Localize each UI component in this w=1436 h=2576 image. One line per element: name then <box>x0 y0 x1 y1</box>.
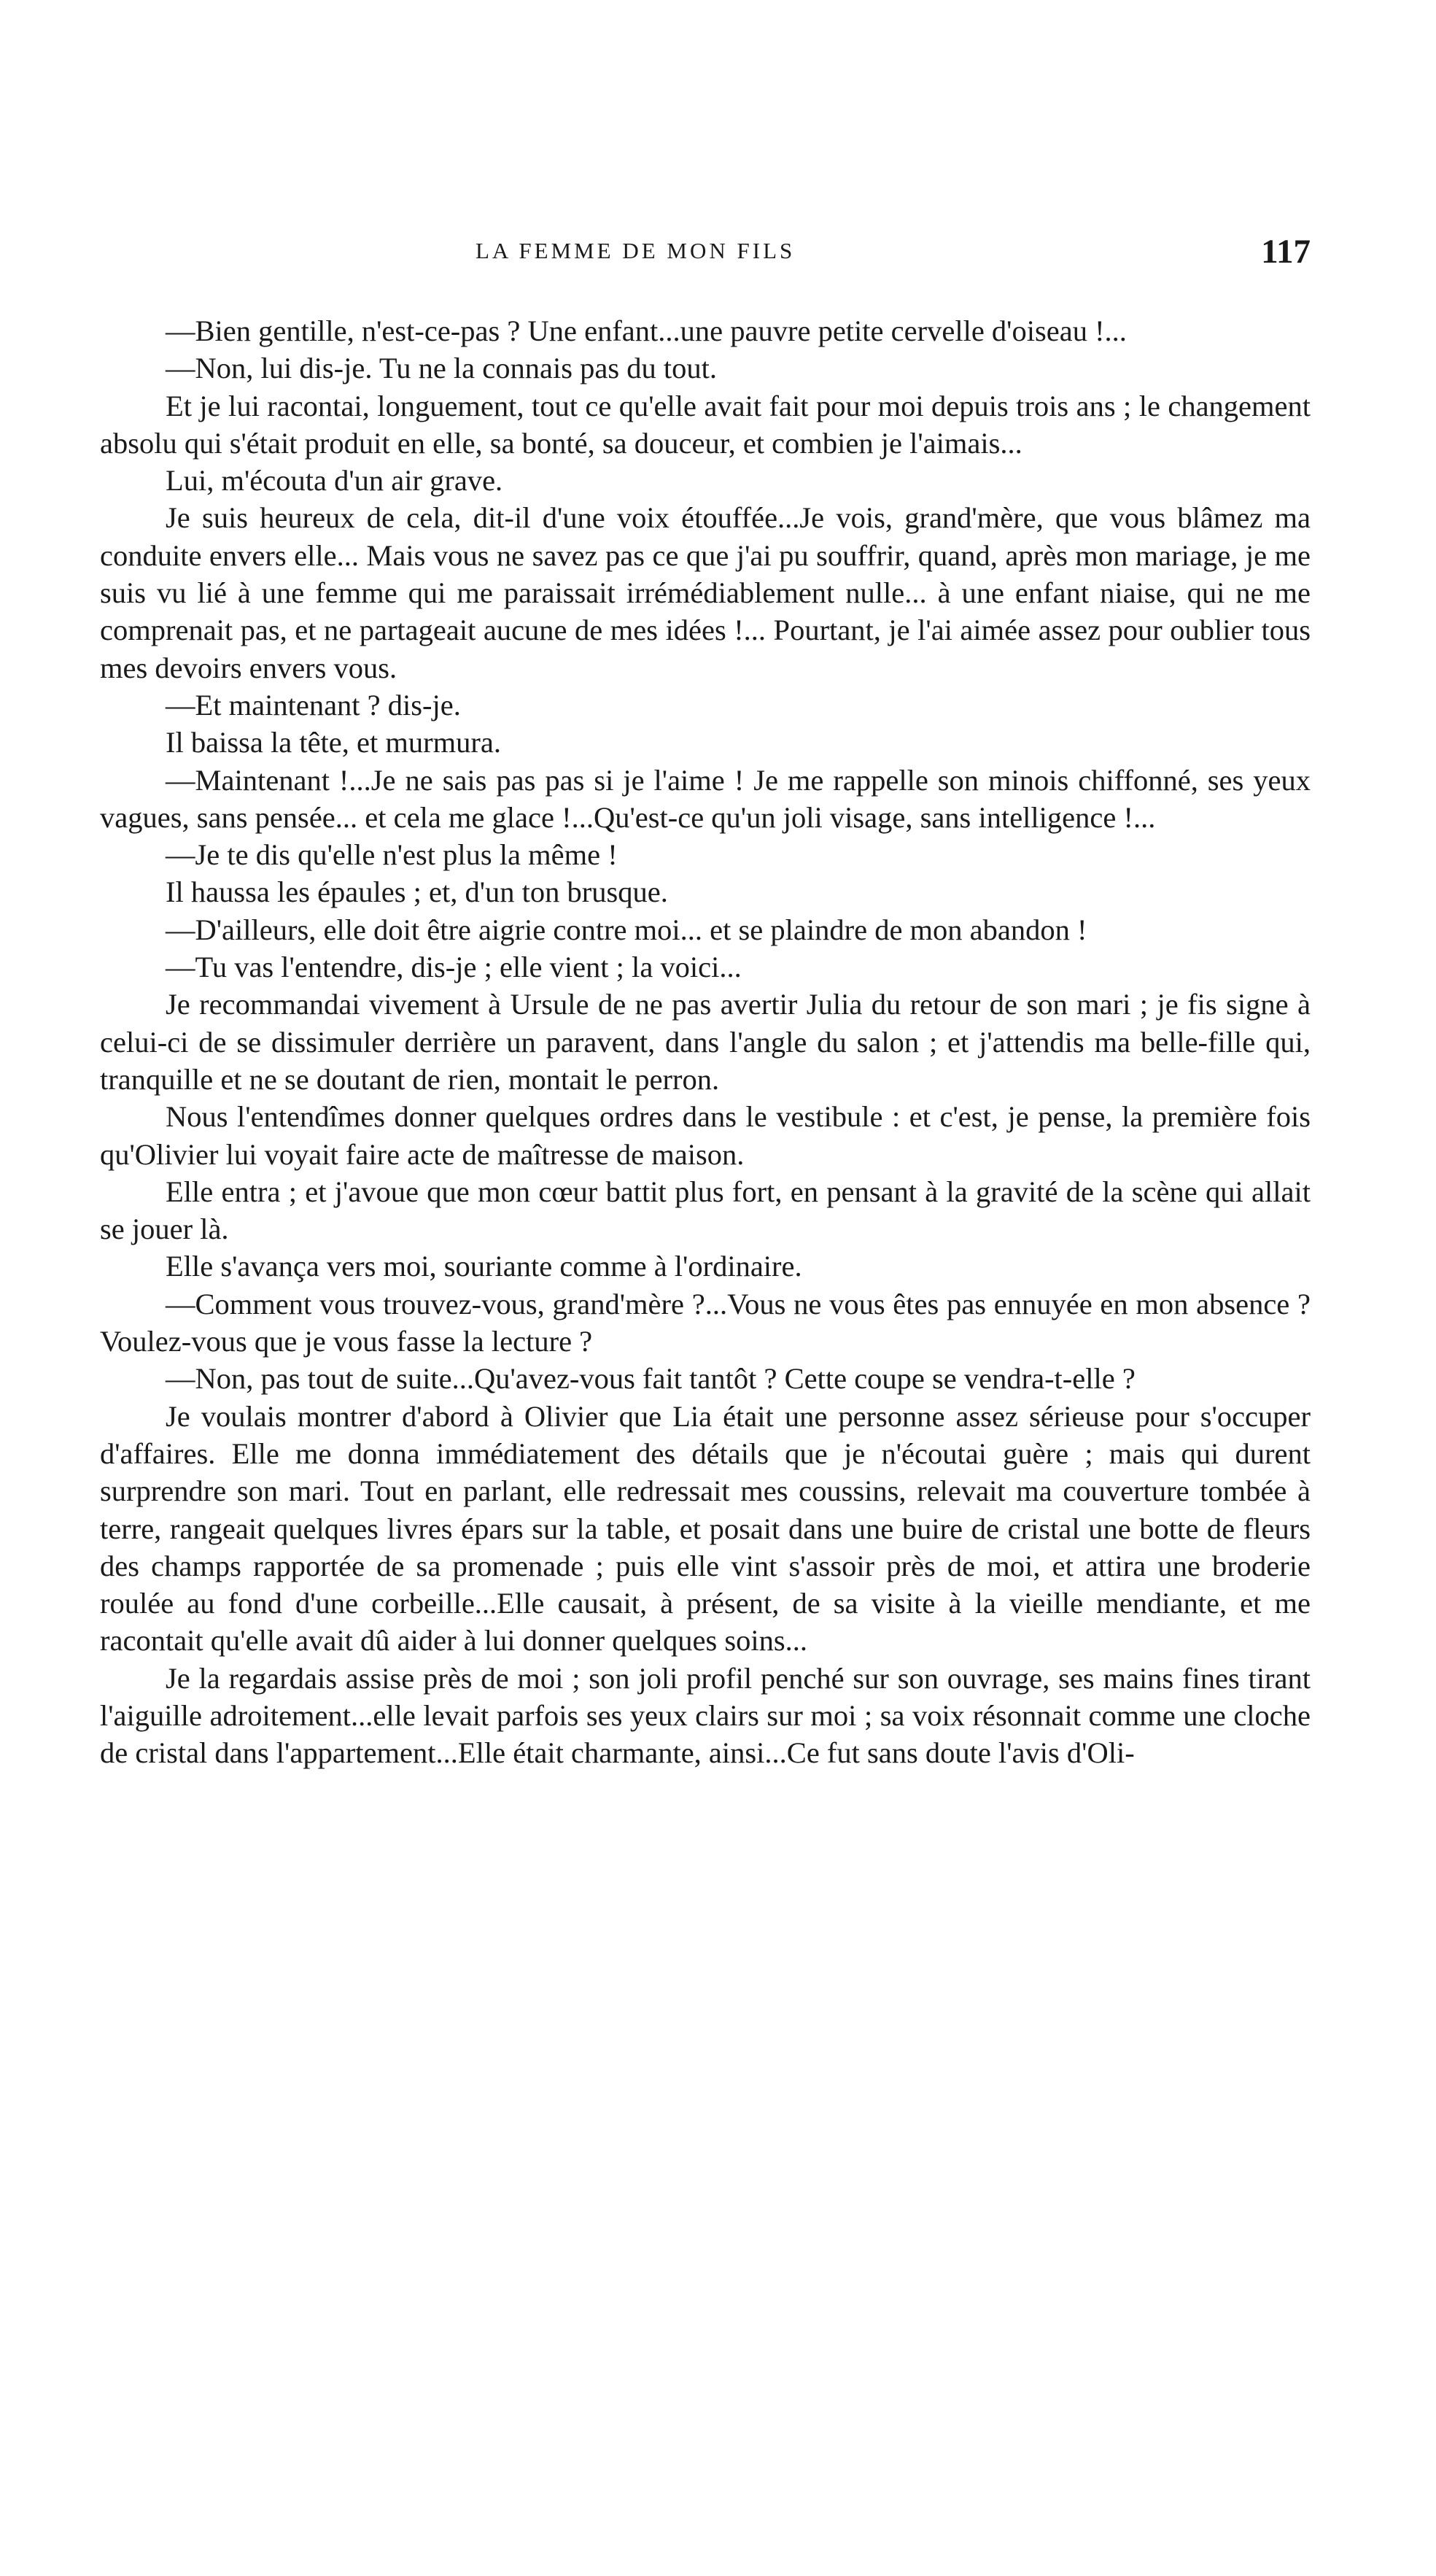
paragraph: —Comment vous trouvez-vous, grand'mère ?...Vous ne vous êtes pas ennuyée en mon absence ? Voulez-vous que je vous fasse la lecture ? <box>100 1287 1311 1358</box>
paragraph: Elle s'avança vers moi, souriante comme à l'ordinaire. <box>166 1250 802 1283</box>
paragraph: Il baissa la tête, et murmura. <box>166 726 501 759</box>
paragraph: Je recommandai vivement à Ursule de ne pas avertir Julia du retour de son mari ; je fis signe à celui-ci de se dissimuler derrière un paravent, dans l'angle du salon ; et j'attendis ma belle-fille qui, tranquille et ne se doutant de rien, montait le perron. <box>100 988 1311 1096</box>
running-title: LA FEMME DE MON FILS <box>476 238 796 263</box>
paragraph: Je voulais montrer d'abord à Olivier que Lia était une personne assez sérieuse pour s'occuper d'affaires. Elle me donna immédiatement des détails que je n'écoutai guère ; mais qui durent surprendre son mari. Tout en parlant, elle redressait mes coussins, relevait ma couverture tombée à terre, rangeait quelques livres épars sur la table, et posait dans une buire de cristal une botte de fleurs des champs rapportée de sa promenade ; puis elle vint s'assoir près de moi, et attira une broderie roulée au fond d'une corbeille...Elle causait, à présent, de sa visite à la vieille mendiante, et me racontait qu'elle avait dû aider à lui donner quelques soins... <box>100 1399 1311 1658</box>
paragraph: Elle entra ; et j'avoue que mon cœur battit plus fort, en pensant à la gravité de la scène qui allait se jouer là. <box>100 1175 1311 1246</box>
paragraph: Il haussa les épaules ; et, d'un ton brusque. <box>166 875 668 909</box>
paragraph: —Je te dis qu'elle n'est plus la même ! <box>166 838 618 872</box>
paragraph: —Bien gentille, n'est-ce-pas ? Une enfant...une pauvre petite cervelle d'oiseau !... <box>166 314 1127 347</box>
paragraph: —Maintenant !...Je ne sais pas pas si je l'aime ! Je me rappelle son minois chiffonné, ses yeux vagues, sans pensée... et cela me glace !...Qu'est-ce qu'un joli visage, sans intelligence !... <box>100 763 1311 834</box>
paragraph: Lui, m'écouta d'un air grave. <box>166 464 503 498</box>
paragraph: —Tu vas l'entendre, dis-je ; elle vient ; la voici... <box>166 951 742 984</box>
page-body <box>100 312 1311 1772</box>
paragraph: Nous l'entendîmes donner quelques ordres dans le vestibule : et c'est, je pense, la première fois qu'Olivier lui voyait faire acte de maîtresse de maison. <box>100 1100 1311 1171</box>
page-header <box>100 232 1311 276</box>
paragraph: —Non, pas tout de suite...Qu'avez-vous fait tantôt ? Cette coupe se vendra-t-elle ? <box>166 1362 1136 1396</box>
paragraph: —D'ailleurs, elle doit être aigrie contre moi... et se plaindre de mon abandon ! <box>166 913 1087 946</box>
paragraph: Je suis heureux de cela, dit-il d'une voix étouffée...Je vois, grand'mère, que vous blâmez ma conduite envers elle... Mais vous ne savez pas ce que j'ai pu souffrir, quand, après mon mariage, je me suis vu lié à une femme qui me paraissait irrémédiablement nulle... à une enfant niaise, qui ne me comprenait pas, et ne partageait aucune de mes idées !... Pourtant, je l'ai aimée assez pour oublier tous mes devoirs envers vous. <box>100 501 1311 684</box>
paragraph: Et je lui racontai, longuement, tout ce qu'elle avait fait pour moi depuis trois ans ; le changement absolu qui s'était produit en elle, sa bonté, sa douceur, et combien je l'aimais... <box>100 389 1311 460</box>
page-number: 117 <box>1261 233 1311 271</box>
paragraph: —Et maintenant ? dis-je. <box>166 688 461 722</box>
paragraph: —Non, lui dis-je. Tu ne la connais pas du tout. <box>166 352 717 385</box>
paragraph: Je la regardais assise près de moi ; son joli profil penché sur son ouvrage, ses mains fines tirant l'aiguille adroitement...elle levait parfois ses yeux clairs sur moi ; sa voix résonnait comme une cloche de cristal dans l'appartement...Elle était charmante, ainsi...Ce fut sans doute l'avis d'Oli- <box>100 1661 1311 1770</box>
